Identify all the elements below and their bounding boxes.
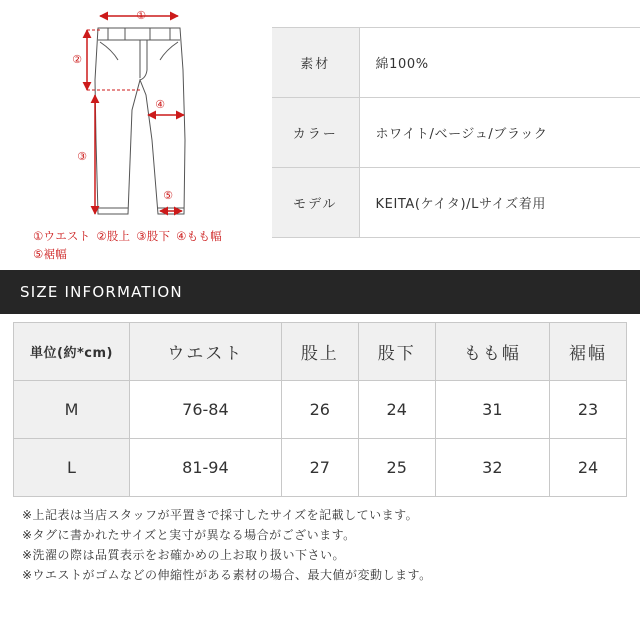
- header-hem: 裾幅: [550, 323, 627, 381]
- header-inseam: 股下: [358, 323, 435, 381]
- cell-waist: 76-84: [130, 381, 282, 439]
- spec-value: KEITA(ケイタ)/Lサイズ着用: [359, 168, 640, 238]
- pants-illustration: [0, 0, 250, 230]
- header-unit: 単位(約*cm): [14, 323, 130, 381]
- size-info-banner: [0, 270, 640, 314]
- pants-outline: [95, 28, 185, 214]
- legend-item-waist: ①ウエスト: [33, 229, 91, 243]
- cell-rise: 26: [281, 381, 358, 439]
- header-waist: ウエスト: [130, 323, 282, 381]
- cell-waist: 81-94: [130, 439, 282, 497]
- header-rise: 股上: [281, 323, 358, 381]
- cell-inseam: 25: [358, 439, 435, 497]
- table-row: [14, 381, 627, 439]
- size-table-header: [14, 323, 627, 381]
- spec-row-material: [272, 28, 640, 98]
- size-label: L: [14, 439, 130, 497]
- cell-thigh: 31: [435, 381, 549, 439]
- legend-item-hem: ⑤裾幅: [33, 247, 67, 261]
- legend-item-rise: ②股上: [96, 229, 131, 243]
- notes: [22, 505, 432, 585]
- note-line: ※上記表は当店スタッフが平置きで採寸したサイズを記載しています。: [22, 508, 419, 522]
- measurement-lines: [87, 16, 184, 214]
- size-table: [13, 322, 627, 497]
- pants-measurement-diagram: [0, 0, 250, 270]
- spec-value: 綿100%: [359, 28, 640, 98]
- cell-hem: 23: [550, 381, 627, 439]
- marker-1: ①: [136, 9, 146, 22]
- marker-4: ④: [155, 98, 165, 111]
- table-row: [14, 439, 627, 497]
- spec-row-model: [272, 168, 640, 238]
- legend-item-inseam: ③股下: [136, 229, 171, 243]
- spec-key: モデル: [272, 168, 359, 238]
- cell-rise: 27: [281, 439, 358, 497]
- marker-3: ③: [77, 150, 87, 163]
- spec-value: ホワイト/ベージュ/ブラック: [359, 98, 640, 168]
- cell-thigh: 32: [435, 439, 549, 497]
- header-thigh: もも幅: [435, 323, 549, 381]
- spec-row-color: [272, 98, 640, 168]
- banner-title: SIZE INFORMATION: [20, 283, 183, 301]
- legend-item-thigh: ④もも幅: [176, 229, 222, 243]
- spec-key: 素材: [272, 28, 359, 98]
- size-label: M: [14, 381, 130, 439]
- spec-table: [272, 27, 640, 238]
- note-line: ※タグに書かれたサイズと実寸が異なる場合がございます。: [22, 528, 356, 542]
- note-line: ※洗濯の際は品質表示をお確かめの上お取り扱い下さい。: [22, 548, 346, 562]
- note-line: ※ウエストがゴムなどの伸縮性がある素材の場合、最大値が変動します。: [22, 568, 432, 582]
- spec-key: カラー: [272, 98, 359, 168]
- legend-line-1: [33, 228, 228, 244]
- marker-2: ②: [72, 53, 82, 66]
- marker-5: ⑤: [163, 189, 173, 202]
- cell-hem: 24: [550, 439, 627, 497]
- legend-line-2: [33, 246, 73, 262]
- cell-inseam: 24: [358, 381, 435, 439]
